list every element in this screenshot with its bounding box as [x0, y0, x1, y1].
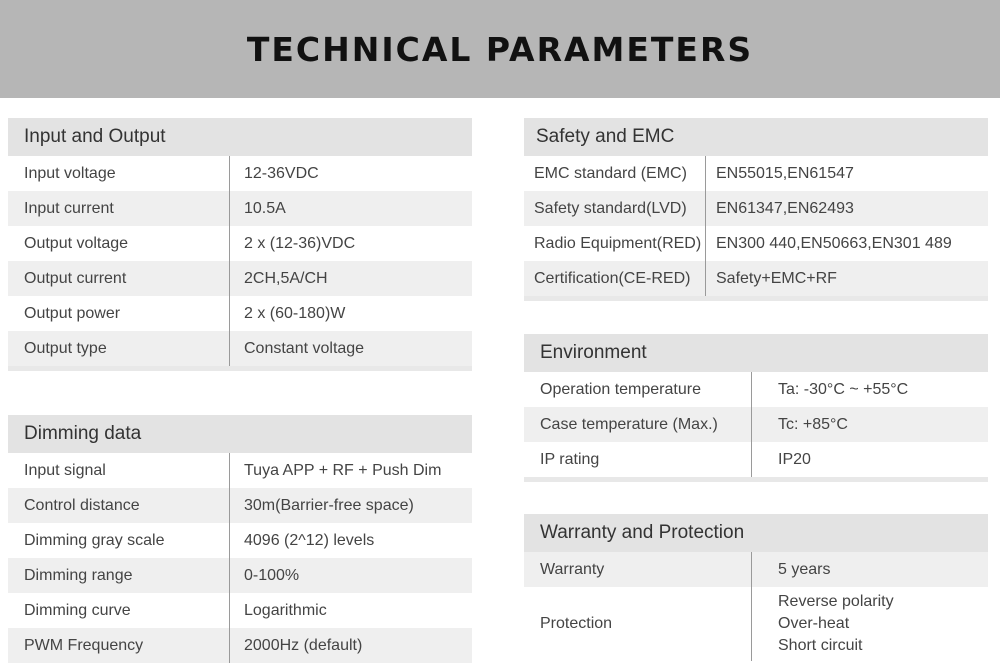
table-row [8, 593, 472, 628]
section-safety-emc [524, 118, 988, 301]
section-footer [524, 296, 988, 301]
param-value: 2CH,5A/CH [229, 261, 472, 296]
table-row [8, 191, 472, 226]
param-value: 0-100% [229, 558, 472, 593]
param-label: Operation temperature [540, 380, 701, 398]
table-row [524, 191, 988, 226]
param-label: Output voltage [24, 234, 129, 252]
table-row [524, 261, 988, 296]
table-row [524, 407, 988, 442]
param-value: EN300 440,EN50663,EN301 489 [705, 226, 988, 261]
param-value: Tuya APP + RF + Push Dim [229, 453, 472, 488]
param-label: Output current [24, 269, 127, 287]
param-value: Tc: +85°C [751, 407, 988, 442]
param-label: Warranty [540, 560, 605, 578]
protection-item: Over-heat [778, 615, 850, 632]
table-row [8, 558, 472, 593]
param-value: Constant voltage [229, 331, 472, 366]
param-value: Ta: -30°C ~ +55°C [751, 372, 988, 407]
table-row [8, 261, 472, 296]
param-value: Logarithmic [229, 593, 472, 628]
section-environment [524, 334, 988, 482]
param-label: Protection [540, 615, 613, 632]
page-title: TECHNICAL PARAMETERS [246, 29, 754, 69]
param-label: Input voltage [24, 164, 116, 182]
param-value: 2 x (60-180)W [229, 296, 472, 331]
param-label: Certification(CE-RED) [534, 269, 691, 287]
param-value: IP20 [751, 442, 988, 477]
param-value: 12-36VDC [229, 156, 472, 191]
protection-item: Short circuit [778, 637, 863, 654]
param-label: Control distance [24, 496, 140, 514]
param-value: EN61347,EN62493 [705, 191, 988, 226]
param-value: 2 x (12-36)VDC [229, 226, 472, 261]
table-row [8, 331, 472, 366]
param-label: IP rating [540, 450, 600, 468]
section-footer [8, 366, 472, 371]
protection-item: Reverse polarity [778, 593, 894, 610]
section-title: Input and Output [8, 118, 472, 156]
param-label: Case temperature (Max.) [540, 415, 718, 433]
param-label: PWM Frequency [24, 636, 144, 654]
table-row [8, 453, 472, 488]
param-label: Dimming range [24, 566, 133, 584]
table-row [8, 156, 472, 191]
param-label: Input signal [24, 461, 106, 479]
param-label: Dimming gray scale [24, 531, 165, 549]
param-label: Output type [24, 339, 107, 357]
table-row [8, 296, 472, 331]
param-label: Output power [24, 304, 121, 322]
param-value: 2000Hz (default) [229, 628, 472, 663]
table-row [8, 523, 472, 558]
table-row [524, 442, 988, 477]
section-footer [524, 477, 988, 482]
table-row [524, 226, 988, 261]
section-title: Dimming data [8, 415, 472, 453]
param-value: Safety+EMC+RF [705, 261, 988, 296]
table-row [8, 628, 472, 663]
param-value: 10.5A [229, 191, 472, 226]
param-label: Dimming curve [24, 601, 131, 619]
table-row [524, 587, 988, 661]
param-value: EN55015,EN61547 [705, 156, 988, 191]
section-title: Warranty and Protection [524, 514, 988, 552]
table-row [8, 226, 472, 261]
table-row [524, 552, 988, 587]
section-warranty-protection [524, 514, 988, 661]
table-row [8, 488, 472, 523]
param-value: 5 years [751, 552, 988, 587]
title-banner [0, 0, 1000, 98]
param-label: EMC standard (EMC) [534, 164, 687, 182]
param-label: Safety standard(LVD) [534, 199, 687, 217]
section-input-output [8, 118, 472, 371]
table-row [524, 372, 988, 407]
table-row [524, 156, 988, 191]
section-dimming [8, 415, 472, 663]
param-value: 30m(Barrier-free space) [229, 488, 472, 523]
section-title: Safety and EMC [524, 118, 988, 156]
param-value: 4096 (2^12) levels [229, 523, 472, 558]
param-label: Input current [24, 199, 114, 217]
param-value [751, 587, 988, 661]
section-title: Environment [524, 334, 988, 372]
param-label: Radio Equipment(RED) [534, 234, 702, 252]
